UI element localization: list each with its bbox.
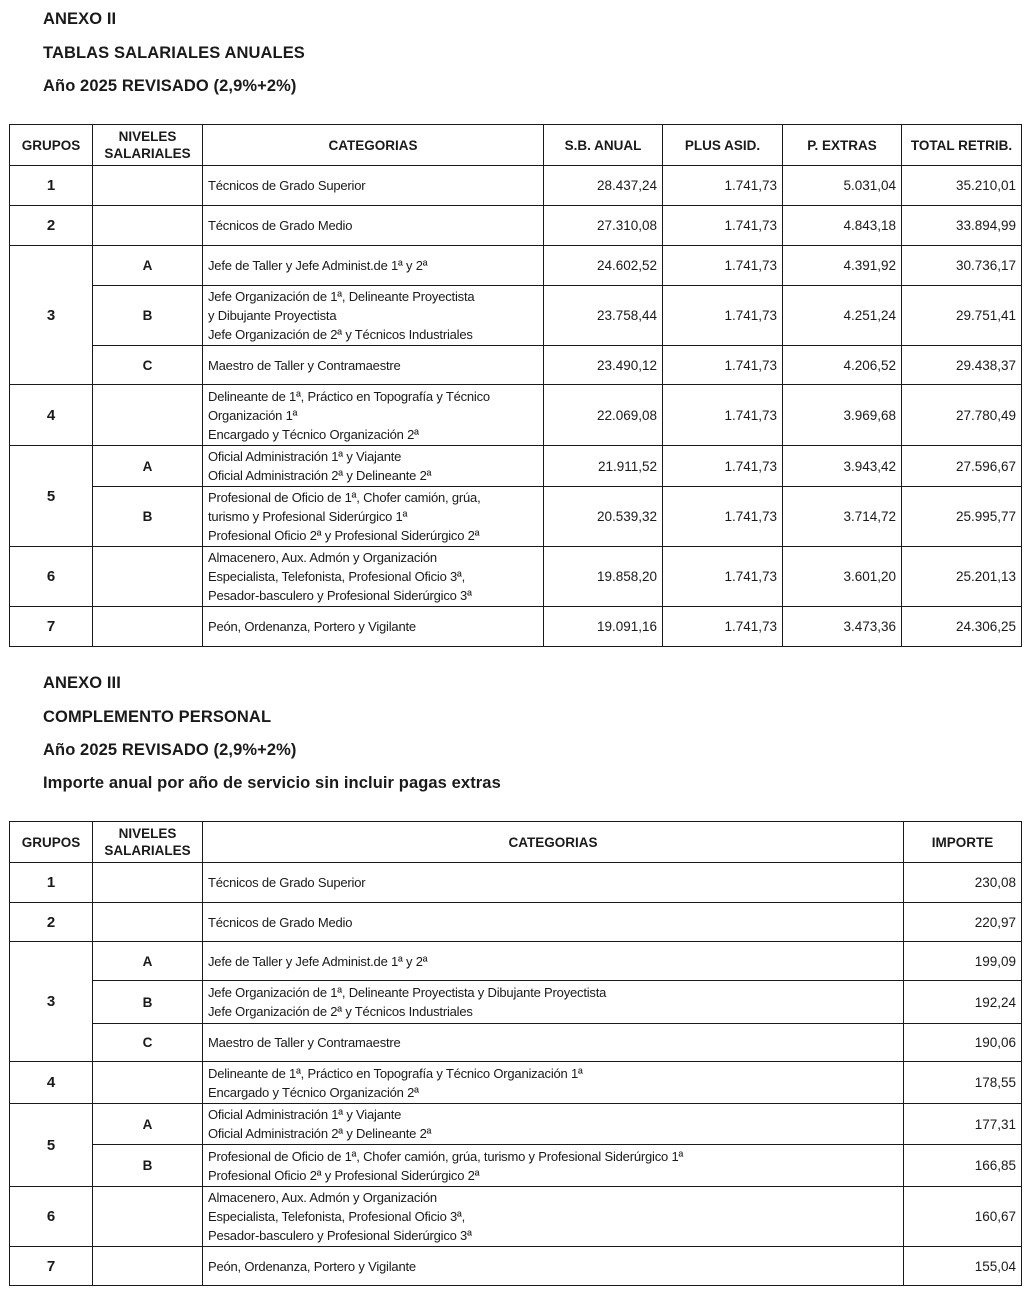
category-line: Profesional Oficio 2ª y Profesional Siderúrgico 2ª [208, 528, 480, 543]
p-extras-cell: 4.206,52 [783, 346, 902, 385]
col-grupos: GRUPOS [10, 125, 93, 166]
level-cell [93, 206, 203, 246]
category-line: Profesional Oficio 2ª y Profesional Siderúrgico 2ª [208, 1167, 480, 1183]
category-line: Almacenero, Aux. Admón y Organización [208, 550, 437, 565]
col-plus-asid: PLUS ASID. [663, 125, 783, 166]
level-cell [93, 1187, 203, 1247]
importe-cell: 155,04 [904, 1247, 1022, 1286]
col-niveles-line1: NIVELES [118, 826, 177, 841]
anexo2-year: Año 2025 REVISADO (2,9%+2%) [43, 77, 297, 95]
group-cell: 5 [10, 446, 93, 547]
table-row [10, 1024, 1022, 1062]
category-line: Encargado y Técnico Organización 2ª [208, 426, 419, 442]
p-extras-cell: 3.969,68 [783, 385, 902, 446]
table-row [10, 487, 1022, 547]
table-row [10, 863, 1022, 903]
level-cell [93, 385, 203, 446]
p-extras-cell: 3.714,72 [783, 487, 902, 547]
category-cell [203, 166, 544, 206]
group-cell: 3 [10, 246, 93, 385]
group-cell: 1 [10, 863, 93, 903]
table-row [10, 1062, 1022, 1104]
importe-cell: 192,24 [904, 981, 1022, 1024]
col-niveles-line2: SALARIALES [104, 146, 191, 161]
group-cell: 6 [10, 547, 93, 607]
sb-anual-cell: 24.602,52 [544, 246, 663, 286]
category-cell [203, 1104, 904, 1145]
importe-cell: 160,67 [904, 1187, 1022, 1247]
total-cell: 25.201,13 [902, 547, 1022, 607]
category-cell [203, 1024, 904, 1062]
category-line: Almacenero, Aux. Admón y Organización [208, 1190, 437, 1205]
level-cell: B [93, 286, 203, 346]
category-cell [203, 286, 544, 346]
category-line: y Dibujante Proyectista [208, 308, 337, 323]
col-importe: IMPORTE [904, 822, 1022, 863]
p-extras-cell: 3.943,42 [783, 446, 902, 487]
category-cell [203, 206, 544, 246]
category-line: Maestro de Taller y Contramaestre [208, 1035, 401, 1050]
complement-table [9, 821, 1022, 1286]
p-extras-cell: 4.251,24 [783, 286, 902, 346]
anexo3-note: Importe anual por año de servicio sin incluir pagas extras [43, 774, 501, 792]
category-line: Jefe de Taller y Jefe Administ.de 1ª y 2ª [208, 953, 428, 969]
table-row [10, 286, 1022, 346]
sb-anual-cell: 22.069,08 [544, 385, 663, 446]
group-cell: 2 [10, 206, 93, 246]
table-row [10, 1145, 1022, 1187]
plus-asid-cell: 1.741,73 [663, 385, 783, 446]
plus-asid-cell: 1.741,73 [663, 607, 783, 647]
sb-anual-cell: 20.539,32 [544, 487, 663, 547]
category-line: Oficial Administración 2ª y Delineante 2ª [208, 468, 432, 483]
category-cell [203, 607, 544, 647]
total-cell: 33.894,99 [902, 206, 1022, 246]
importe-cell: 190,06 [904, 1024, 1022, 1062]
level-cell [93, 1247, 203, 1286]
category-cell [203, 487, 544, 547]
total-cell: 29.438,37 [902, 346, 1022, 385]
sb-anual-cell: 21.911,52 [544, 446, 663, 487]
level-cell [93, 607, 203, 647]
category-line: Oficial Administración 2ª y Delineante 2ª [208, 1126, 432, 1141]
category-line: Jefe de Taller y Jefe Administ.de 1ª y 2ª [208, 258, 428, 273]
category-cell [203, 346, 544, 385]
category-cell [203, 942, 904, 981]
category-line: Encargado y Técnico Organización 2ª [208, 1084, 419, 1100]
sb-anual-cell: 23.758,44 [544, 286, 663, 346]
level-cell [93, 863, 203, 903]
header-row [10, 822, 1022, 863]
sb-anual-cell: 28.437,24 [544, 166, 663, 206]
category-cell [203, 863, 904, 903]
group-cell: 4 [10, 385, 93, 446]
plus-asid-cell: 1.741,73 [663, 346, 783, 385]
table-row [10, 206, 1022, 246]
category-line: turismo y Profesional Siderúrgico 1ª [208, 509, 408, 524]
importe-cell: 199,09 [904, 942, 1022, 981]
anexo3-title: ANEXO III [43, 674, 121, 692]
category-line: Técnicos de Grado Superior [208, 178, 366, 193]
table-row [10, 547, 1022, 607]
category-line: Especialista, Telefonista, Profesional Oficio 3ª, [208, 569, 466, 584]
col-niveles-line2: SALARIALES [104, 843, 191, 858]
category-line: Jefe Organización de 1ª, Delineante Proyectista y Dibujante Proyectista [208, 985, 607, 1000]
sb-anual-cell: 19.858,20 [544, 547, 663, 607]
category-line: Técnicos de Grado Medio [208, 218, 353, 233]
group-cell: 7 [10, 607, 93, 647]
col-categorias: CATEGORIAS [203, 125, 544, 166]
plus-asid-cell: 1.741,73 [663, 246, 783, 286]
category-line: Oficial Administración 1ª y Viajante [208, 1107, 402, 1122]
category-line: Organización 1ª [208, 407, 298, 423]
group-cell: 2 [10, 903, 93, 942]
plus-asid-cell: 1.741,73 [663, 286, 783, 346]
table-row [10, 166, 1022, 206]
total-cell: 24.306,25 [902, 607, 1022, 647]
plus-asid-cell: 1.741,73 [663, 166, 783, 206]
importe-cell: 220,97 [904, 903, 1022, 942]
importe-cell: 178,55 [904, 1062, 1022, 1104]
category-line: Delineante de 1ª, Práctico en Topografía y Técnico [208, 388, 490, 404]
table-row [10, 346, 1022, 385]
p-extras-cell: 5.031,04 [783, 166, 902, 206]
category-line: Delineante de 1ª, Práctico en Topografía y Técnico Organización 1ª [208, 1065, 583, 1081]
category-cell [203, 246, 544, 286]
category-cell [203, 903, 904, 942]
importe-cell: 177,31 [904, 1104, 1022, 1145]
group-cell: 4 [10, 1062, 93, 1104]
col-categorias: CATEGORIAS [203, 822, 904, 863]
total-cell: 30.736,17 [902, 246, 1022, 286]
col-sb-anual: S.B. ANUAL [544, 125, 663, 166]
category-line: Pesador-basculero y Profesional Siderúrgico 3ª [208, 588, 472, 603]
level-cell: A [93, 942, 203, 981]
level-cell: A [93, 446, 203, 487]
category-cell [203, 547, 544, 607]
col-niveles [93, 822, 203, 863]
level-cell [93, 166, 203, 206]
table-row [10, 246, 1022, 286]
plus-asid-cell: 1.741,73 [663, 547, 783, 607]
anexo2-subtitle: TABLAS SALARIALES ANUALES [43, 44, 305, 62]
anexo2-title: ANEXO II [43, 10, 117, 28]
category-cell [203, 1187, 904, 1247]
total-cell: 35.210,01 [902, 166, 1022, 206]
category-cell [203, 385, 544, 446]
salary-table [9, 124, 1022, 647]
table-row [10, 385, 1022, 446]
table-row [10, 981, 1022, 1024]
category-line: Maestro de Taller y Contramaestre [208, 357, 401, 373]
category-line: Técnicos de Grado Medio [208, 914, 353, 930]
table-row [10, 607, 1022, 647]
p-extras-cell: 4.391,92 [783, 246, 902, 286]
level-cell: B [93, 487, 203, 547]
category-cell [203, 446, 544, 487]
category-line: Jefe Organización de 1ª, Delineante Proyectista [208, 289, 475, 304]
group-cell: 5 [10, 1104, 93, 1187]
category-cell [203, 981, 904, 1024]
table-row [10, 1104, 1022, 1145]
category-line: Pesador-basculero y Profesional Siderúrgico 3ª [208, 1228, 472, 1243]
sb-anual-cell: 19.091,16 [544, 607, 663, 647]
level-cell [93, 547, 203, 607]
category-line: Jefe Organización de 2ª y Técnicos Industriales [208, 1004, 473, 1019]
category-line: Especialista, Telefonista, Profesional Oficio 3ª, [208, 1209, 466, 1224]
col-grupos: GRUPOS [10, 822, 93, 863]
group-cell: 7 [10, 1247, 93, 1286]
p-extras-cell: 3.601,20 [783, 547, 902, 607]
category-cell [203, 1062, 904, 1104]
col-total: TOTAL RETRIB. [902, 125, 1022, 166]
plus-asid-cell: 1.741,73 [663, 206, 783, 246]
group-cell: 3 [10, 942, 93, 1062]
table-row [10, 942, 1022, 981]
total-cell: 25.995,77 [902, 487, 1022, 547]
level-cell [93, 1062, 203, 1104]
level-cell: B [93, 1145, 203, 1187]
group-cell: 1 [10, 166, 93, 206]
table-row [10, 903, 1022, 942]
anexo3-year: Año 2025 REVISADO (2,9%+2%) [43, 741, 297, 759]
level-cell: C [93, 1024, 203, 1062]
total-cell: 27.780,49 [902, 385, 1022, 446]
category-line: Profesional de Oficio de 1ª, Chofer camión, grúa, turismo y Profesional Siderúrgico 1ª [208, 1148, 684, 1164]
category-line: Peón, Ordenanza, Portero y Vigilante [208, 1258, 416, 1274]
category-cell [203, 1247, 904, 1286]
sb-anual-cell: 23.490,12 [544, 346, 663, 385]
total-cell: 29.751,41 [902, 286, 1022, 346]
category-line: Técnicos de Grado Superior [208, 875, 366, 890]
category-line: Peón, Ordenanza, Portero y Vigilante [208, 619, 416, 634]
importe-cell: 166,85 [904, 1145, 1022, 1187]
level-cell: A [93, 246, 203, 286]
anexo3-subtitle: COMPLEMENTO PERSONAL [43, 708, 272, 726]
col-p-extras: P. EXTRAS [783, 125, 902, 166]
importe-cell: 230,08 [904, 863, 1022, 903]
p-extras-cell: 3.473,36 [783, 607, 902, 647]
category-line: Jefe Organización de 2ª y Técnicos Industriales [208, 327, 473, 342]
level-cell: C [93, 346, 203, 385]
table-row [10, 1247, 1022, 1286]
total-cell: 27.596,67 [902, 446, 1022, 487]
plus-asid-cell: 1.741,73 [663, 487, 783, 547]
level-cell: A [93, 1104, 203, 1145]
p-extras-cell: 4.843,18 [783, 206, 902, 246]
category-line: Oficial Administración 1ª y Viajante [208, 449, 402, 464]
col-niveles-line1: NIVELES [118, 129, 177, 144]
category-cell [203, 1145, 904, 1187]
level-cell: B [93, 981, 203, 1024]
level-cell [93, 903, 203, 942]
category-line: Profesional de Oficio de 1ª, Chofer camión, grúa, [208, 490, 481, 505]
col-niveles [93, 125, 203, 166]
sb-anual-cell: 27.310,08 [544, 206, 663, 246]
plus-asid-cell: 1.741,73 [663, 446, 783, 487]
table-row [10, 1187, 1022, 1247]
group-cell: 6 [10, 1187, 93, 1247]
table-row [10, 446, 1022, 487]
header-row [10, 125, 1022, 166]
